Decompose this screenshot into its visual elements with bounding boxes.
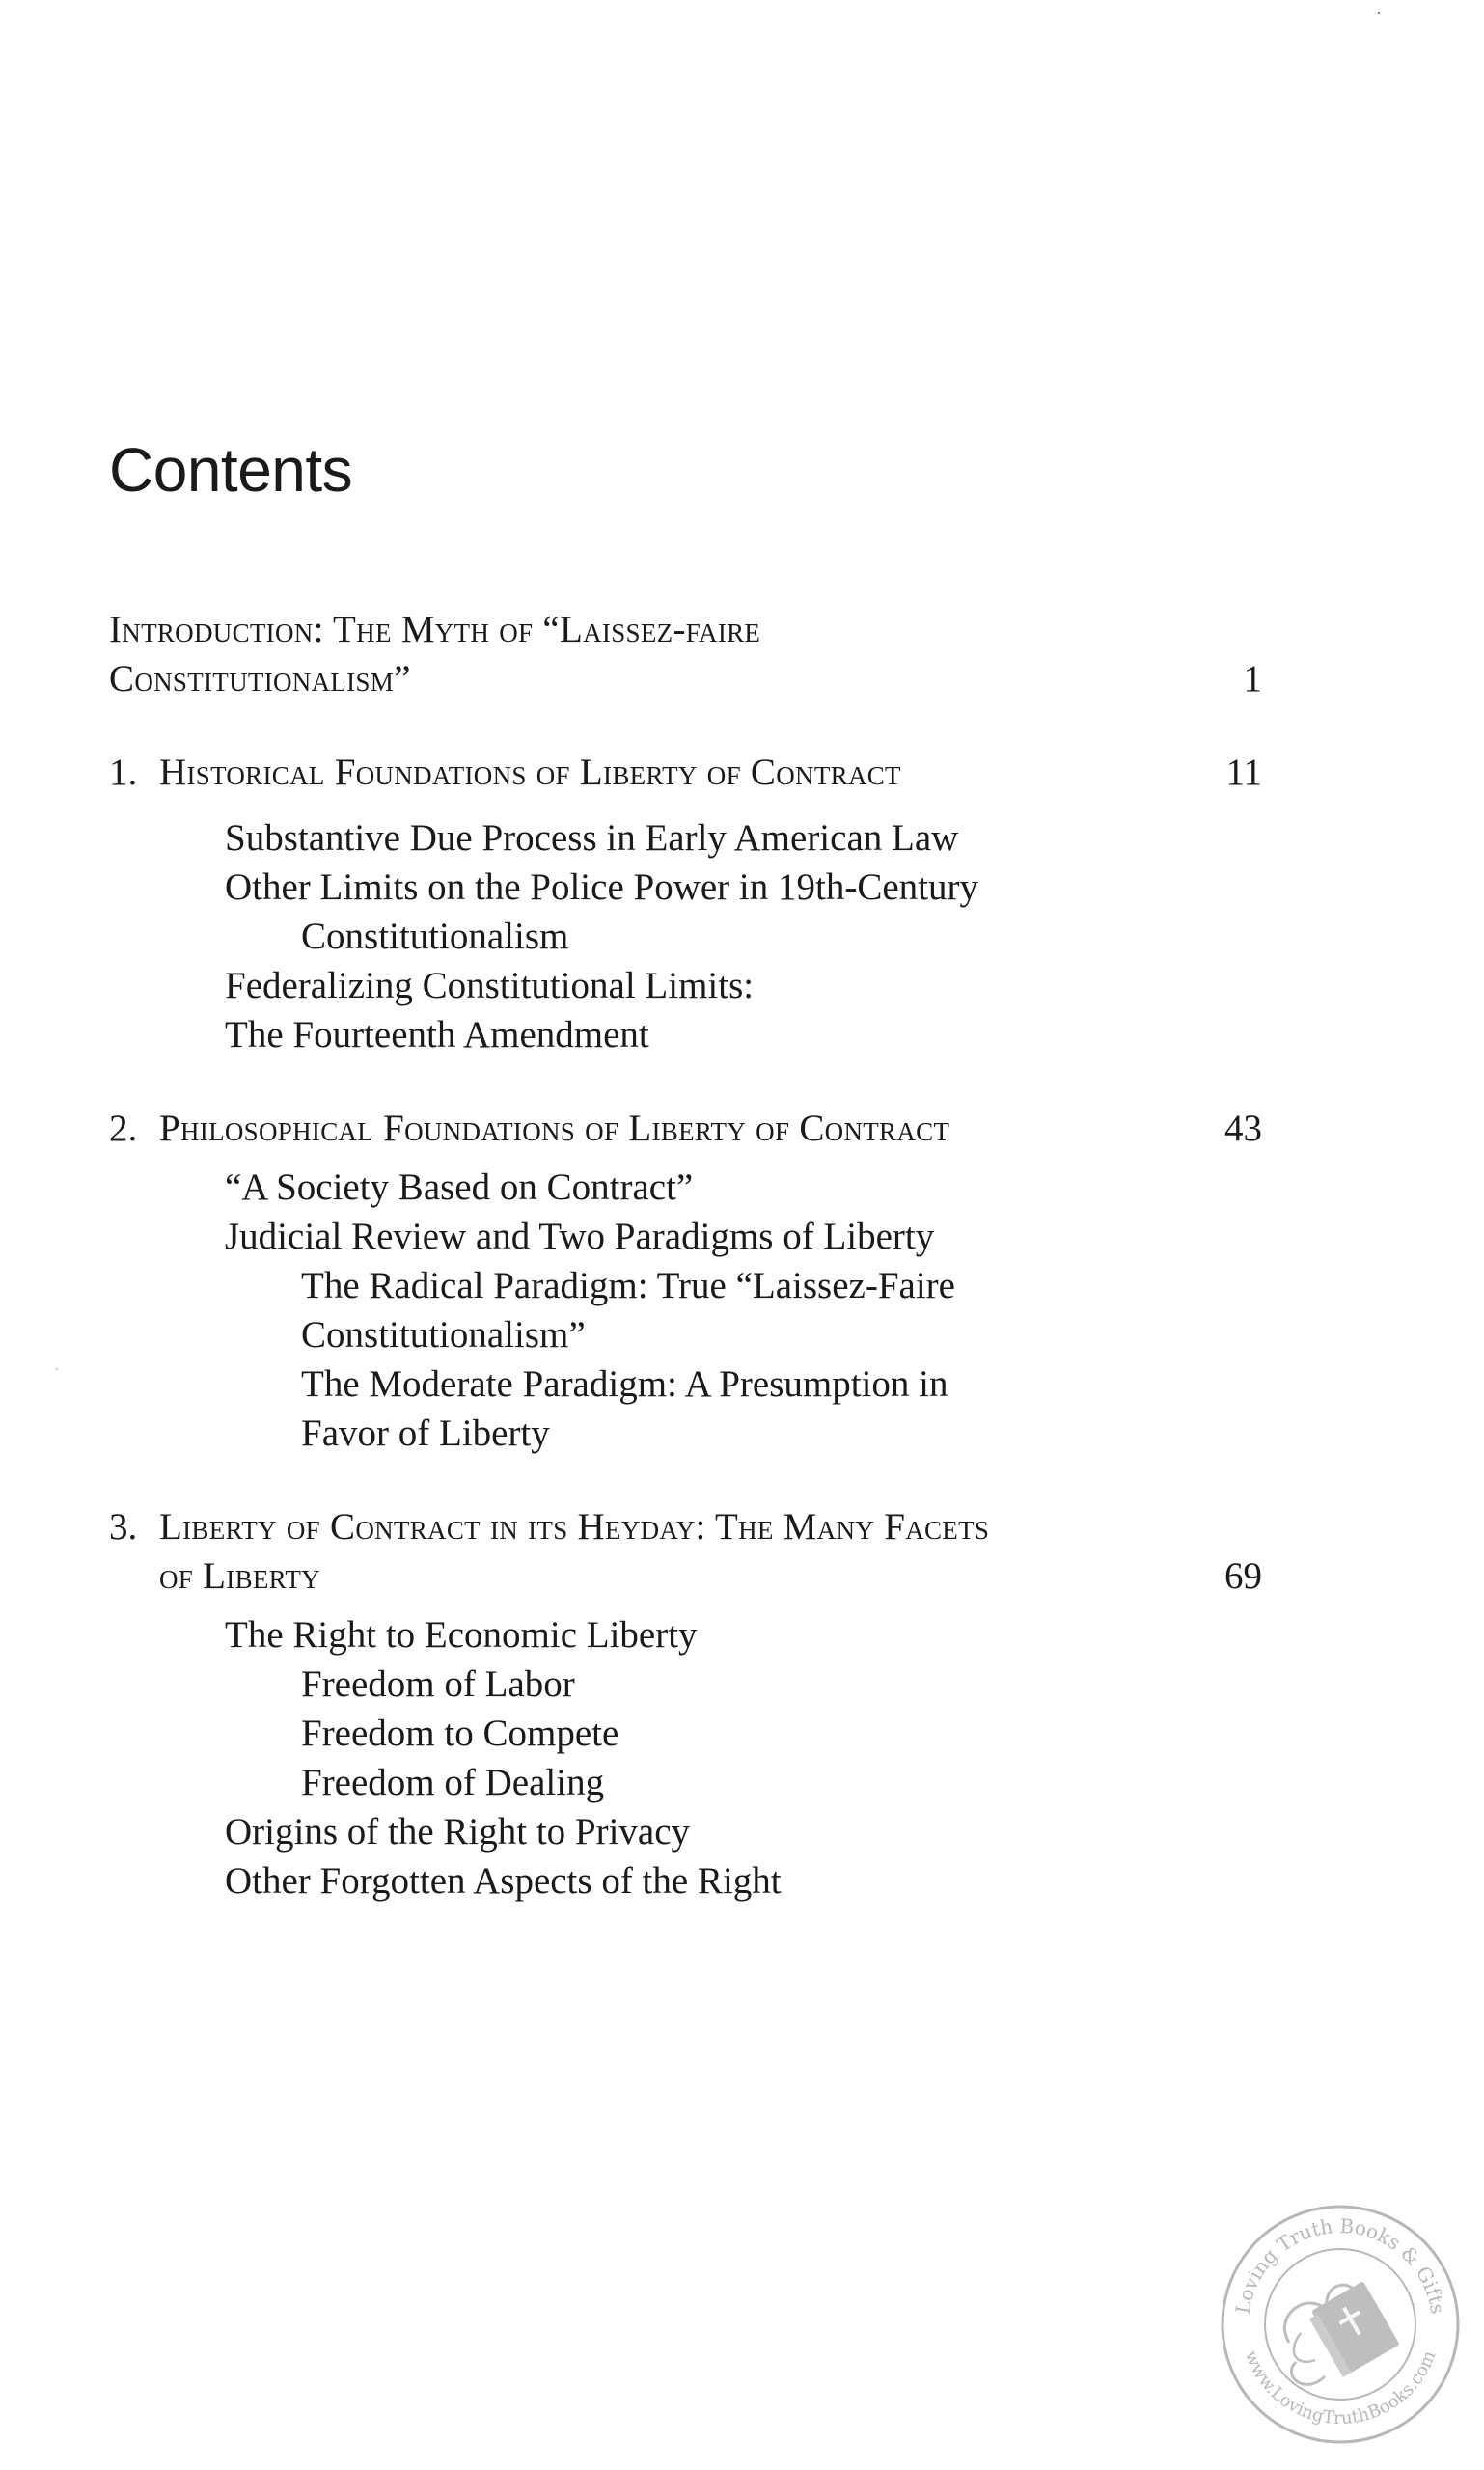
toc-section: “A Society Based on Contract” bbox=[225, 1166, 694, 1208]
toc-section: The Fourteenth Amendment bbox=[225, 1014, 649, 1056]
toc-section: Judicial Review and Two Paradigms of Liberty bbox=[225, 1216, 935, 1257]
toc-intro-title-line2: Constitutionalism” bbox=[109, 658, 411, 700]
toc-chapter-2-number: 2. bbox=[109, 1108, 138, 1149]
toc-chapter-3-title-line2: of Liberty bbox=[159, 1555, 320, 1597]
toc-chapter-3-page-number: 69 bbox=[1224, 1555, 1262, 1597]
toc-intro-page-number: 1 bbox=[1243, 658, 1262, 700]
toc-section: Other Limits on the Police Power in 19th-Century bbox=[225, 866, 978, 908]
toc-subsection: Freedom of Labor bbox=[301, 1663, 575, 1705]
toc-chapter-2-page-number: 43 bbox=[1224, 1108, 1262, 1149]
toc-subsection-continuation: Favor of Liberty bbox=[301, 1413, 550, 1454]
toc-chapter-3-title-line1: Liberty of Contract in its Heyday: The Many Facets bbox=[159, 1506, 990, 1548]
page-title: Contents bbox=[109, 435, 353, 505]
seal-stamp-icon bbox=[1214, 2198, 1467, 2451]
toc-section: Other Forgotten Aspects of the Right bbox=[225, 1860, 782, 1902]
svg-text:Loving Truth Books & Gifts: Loving Truth Books & Gifts bbox=[1230, 2213, 1450, 2316]
toc-chapter-1-page-number: 11 bbox=[1225, 752, 1262, 793]
toc-section: Federalizing Constitutional Limits: bbox=[225, 965, 755, 1006]
toc-section: Substantive Due Process in Early American Law bbox=[225, 817, 959, 859]
toc-section: Origins of the Right to Privacy bbox=[225, 1811, 691, 1852]
svg-text:www.LovingTruthBooks.com: www.LovingTruthBooks.com bbox=[1240, 2347, 1441, 2429]
toc-section: The Right to Economic Liberty bbox=[225, 1614, 698, 1656]
toc-subsection: Freedom of Dealing bbox=[301, 1762, 605, 1803]
toc-subsection: The Moderate Paradigm: A Presumption in bbox=[301, 1363, 948, 1405]
toc-chapter-3-number: 3. bbox=[109, 1506, 138, 1548]
toc-chapter-1-number: 1. bbox=[109, 752, 138, 793]
scan-speck bbox=[56, 1368, 58, 1370]
toc-intro-title-line1: Introduction: The Myth of “Laissez-faire bbox=[109, 609, 761, 650]
toc-chapter-2-title: Philosophical Foundations of Liberty of Contract bbox=[159, 1108, 950, 1149]
toc-chapter-1-title: Historical Foundations of Liberty of Contract bbox=[159, 752, 901, 793]
toc-subsection-continuation: Constitutionalism” bbox=[301, 1314, 586, 1356]
scan-speck bbox=[1378, 12, 1380, 14]
toc-subsection: Freedom to Compete bbox=[301, 1713, 619, 1754]
toc-section-continuation: Constitutionalism bbox=[301, 916, 569, 957]
toc-subsection: The Radical Paradigm: True “Laissez-Faire bbox=[301, 1265, 955, 1306]
